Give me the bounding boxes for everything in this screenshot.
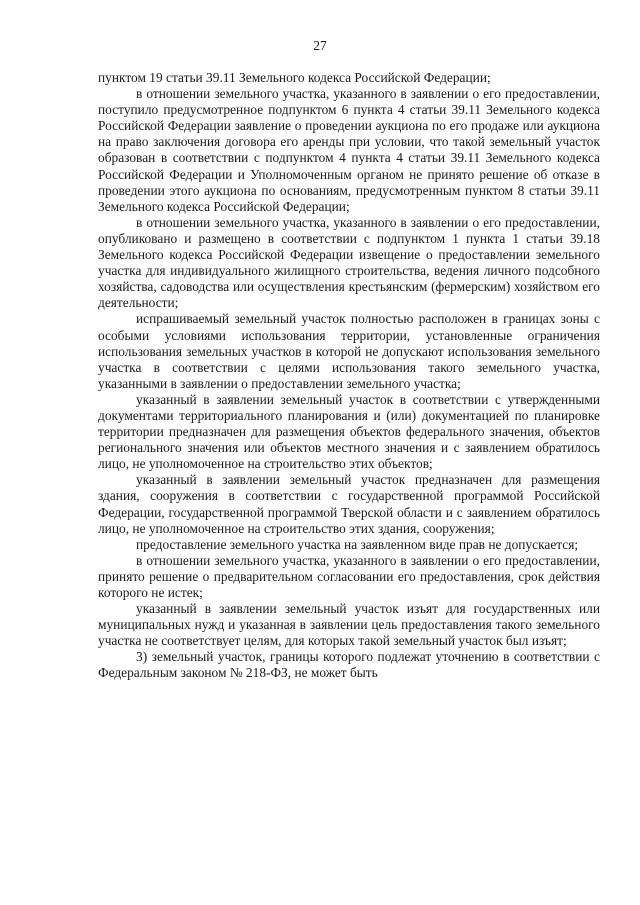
paragraph-1: пунктом 19 статьи 39.11 Земельного кодекса Российской Федерации; (98, 70, 491, 85)
paragraph-5: указанный в заявлении земельный участок в соответствии с утвержденными документами территориального планирования и (или) документацией по планировке территории предназначен для размещения объектов федерального значения, объектов регионального значения или объектов местного значения и с заявлением обратилось лицо, не уполномоченное на строительство этих объектов; (98, 391, 600, 472)
page-number: 27 (313, 38, 327, 53)
paragraph-10: 3) земельный участок, границы которого подлежат уточнению в соответствии с Федеральным законом № 218-ФЗ, не может быть (98, 649, 600, 681)
document-body (98, 70, 600, 682)
paragraph-2: в отношении земельного участка, указанного в заявлении о его предоставлении, поступило предусмотренное подпунктом 6 пункта 4 статьи 39.11 Земельного кодекса Российской Федерации заявление о проведении аукциона по его продаже или аукциона на право заключения договора его аренды при условии, что такой земельный участок образован в соответствии с подпунктом 4 пункта 4 статьи 39.11 Земельного кодекса Российской Федерации и Уполномоченным органом не принято решение об отказе в проведении этого аукциона по основаниям, предусмотренным пунктом 8 статьи 39.11 Земельного кодекса Российской Федерации; (98, 86, 600, 214)
paragraph-3: в отношении земельного участка, указанного в заявлении о его предоставлении, опубликовано и размещено в соответствии с подпунктом 1 пункта 1 статьи 39.18 Земельного кодекса Российской Федерации извещение о предоставлении земельного участка для индивидуального жилищного строительства, ведения личного подсобного хозяйства, садоводства или осуществления крестьянским (фермерским) хозяйством его деятельности; (98, 214, 600, 311)
paragraph-9: указанный в заявлении земельный участок изъят для государственных или муниципальных нужд и указанная в заявлении цель предоставления такого земельного участка не соответствует целям, для которых такой земельный участок был изъят; (98, 601, 600, 649)
paragraph-6: указанный в заявлении земельный участок предназначен для размещения здания, сооружения в соответствии с государственной программой Российской Федерации, государственной программой Тверской области и с заявлением обратилось лицо, не уполномоченное на строительство этих здания, сооружения; (98, 472, 600, 536)
paragraph-4: испрашиваемый земельный участок полностью расположен в границах зоны с особыми условиями использования территории, установленные ограничения использования земельных участков в которой не допускают использования земельного участка в соответствии с целями использования такого земельного участка, указанными в заявлении о предоставлении земельного участка; (98, 311, 600, 391)
paragraph-8: в отношении земельного участка, указанного в заявлении о его предоставлении, принято решение о предварительном согласовании его предоставления, срок действия которого не истек; (98, 552, 600, 600)
paragraph-7: предоставление земельного участка на заявленном виде прав не допускается; (136, 536, 579, 552)
